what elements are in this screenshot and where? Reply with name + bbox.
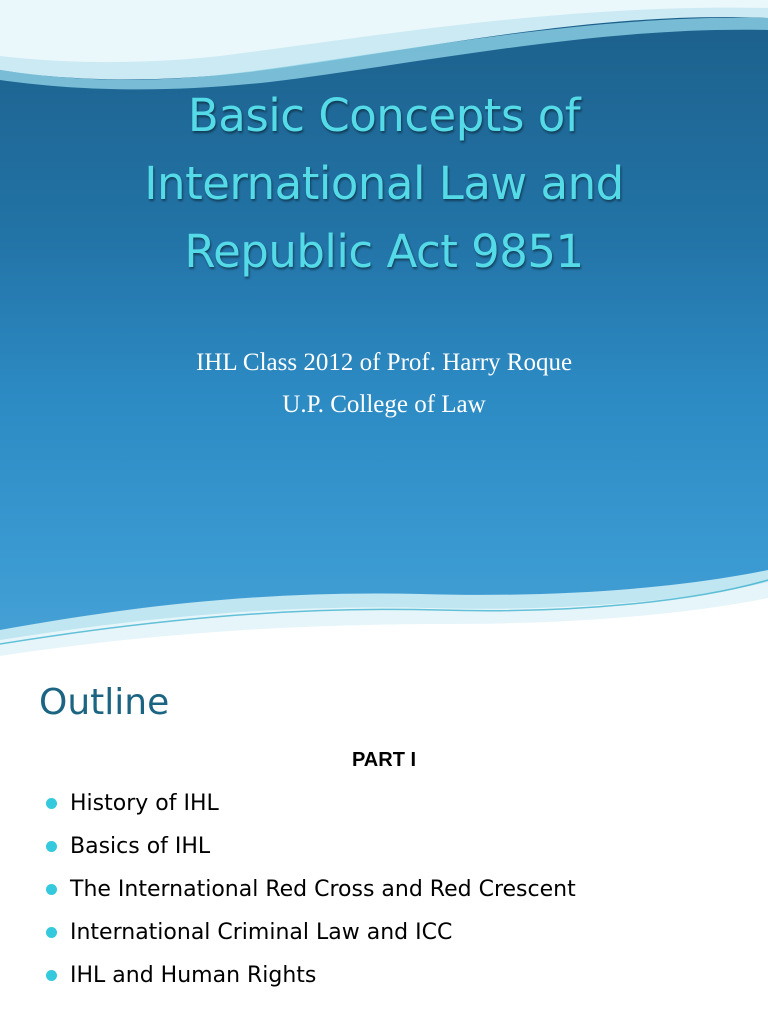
- top-wave-decoration: [0, 0, 768, 90]
- list-item-text: The International Red Cross and Red Crescent: [70, 877, 576, 902]
- title-line-3: Republic Act 9851: [184, 225, 584, 278]
- slide-subtitle: [60, 342, 708, 426]
- list-item: [44, 911, 576, 954]
- outline-slide: [0, 666, 768, 1024]
- subtitle-line-1: IHL Class 2012 of Prof. Harry Roque: [195, 349, 573, 376]
- list-item-text: History of IHL: [70, 791, 219, 816]
- bottom-wave-decoration: [0, 560, 768, 666]
- bullet-dot-icon: [46, 970, 57, 981]
- list-item: [44, 868, 576, 911]
- list-item: [44, 782, 576, 825]
- list-item-text: Basics of IHL: [70, 834, 211, 859]
- list-item-text: International Criminal Law and ICC: [70, 920, 453, 945]
- list-item: [44, 825, 576, 868]
- list-item-text: IHL and Human Rights: [70, 963, 317, 988]
- outline-heading: Outline: [39, 682, 170, 723]
- slide-title: [60, 82, 708, 286]
- title-line-1: Basic Concepts of: [187, 89, 581, 142]
- list-item: [44, 954, 576, 997]
- outline-list: [44, 782, 576, 997]
- title-line-2: International Law and: [144, 157, 624, 210]
- subtitle-line-2: U.P. College of Law: [282, 391, 486, 418]
- part-label: PART I: [351, 749, 417, 771]
- bullet-dot-icon: [46, 927, 57, 938]
- bullet-dot-icon: [46, 884, 57, 895]
- bullet-dot-icon: [46, 798, 57, 809]
- bullet-dot-icon: [46, 841, 57, 852]
